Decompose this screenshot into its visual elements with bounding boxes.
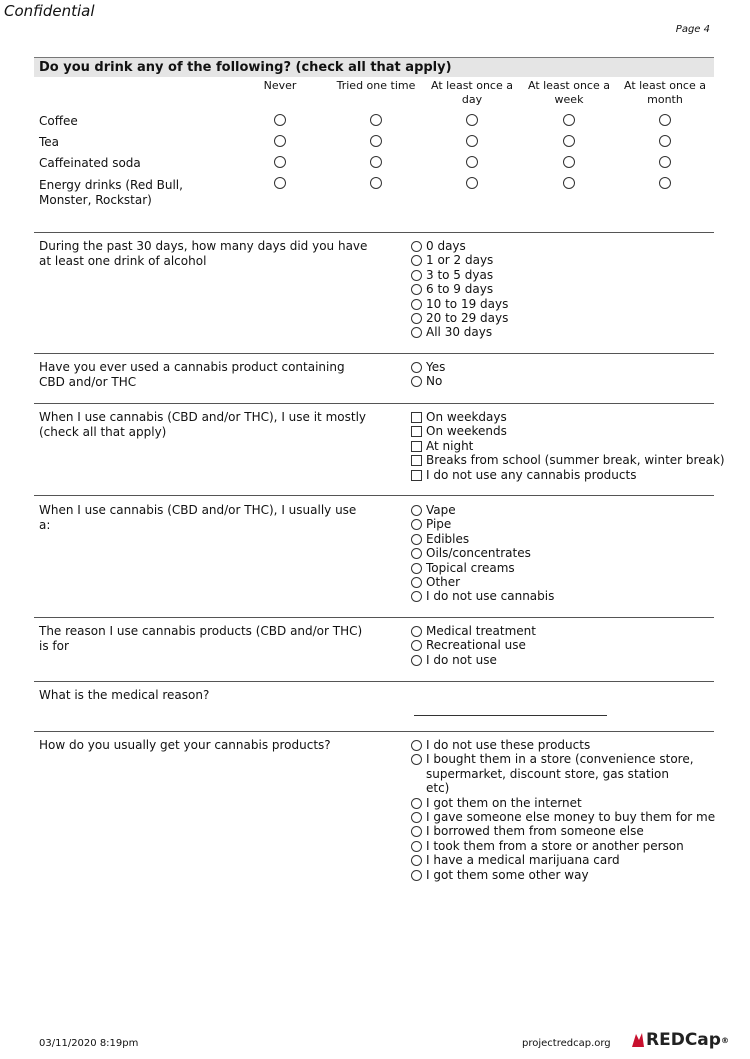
cannabis-source-option[interactable] (411, 853, 711, 867)
radio-button[interactable] (411, 362, 422, 373)
confidential-label: Confidential (4, 2, 95, 20)
col-header-monthly: At least once a month (623, 79, 706, 106)
option-label: On weekdays (426, 410, 507, 424)
question-cannabis-used: Have you ever used a cannabis product containing CBD and/or THC (39, 360, 345, 389)
option-label: Edibles (426, 531, 470, 546)
radio-button[interactable] (411, 798, 422, 809)
matrix-radio[interactable] (563, 114, 575, 126)
option-label: 6 to 9 days (426, 282, 494, 297)
divider (34, 681, 714, 682)
radio-button[interactable] (411, 270, 422, 281)
radio-button[interactable] (411, 255, 422, 266)
row-label-tea: Tea (39, 135, 60, 149)
option-label: Topical creams (426, 560, 515, 575)
matrix-radio[interactable] (274, 114, 286, 126)
cannabis-reason-option[interactable] (411, 624, 536, 638)
option-label: 1 or 2 days (426, 253, 494, 268)
matrix-radio[interactable] (370, 114, 382, 126)
option-label: Oils/concentrates (426, 546, 531, 561)
row-label-coffee: Coffee (39, 114, 78, 128)
radio-button[interactable] (411, 534, 422, 545)
option-label: No (426, 374, 443, 389)
option-label: Pipe (426, 517, 452, 532)
matrix-radio[interactable] (370, 177, 382, 189)
option-label: All 30 days (426, 325, 493, 340)
option-label: Vape (426, 503, 456, 517)
cannabis-form-option[interactable] (411, 532, 554, 546)
options-cannabis-when (411, 410, 725, 482)
option-label: Breaks from school (summer break, winter break) (426, 453, 725, 468)
options-alcohol (411, 239, 508, 340)
divider (34, 403, 714, 404)
cannabis-source-option[interactable] (411, 824, 711, 838)
radio-button[interactable] (411, 519, 422, 530)
cannabis-reason-option[interactable] (411, 638, 536, 652)
options-cannabis-used (411, 360, 445, 389)
cannabis-form-option[interactable] (411, 503, 554, 517)
divider (34, 353, 714, 354)
cannabis-source-option[interactable] (411, 738, 711, 752)
radio-button[interactable] (411, 299, 422, 310)
cannabis-used-option[interactable] (411, 374, 445, 388)
question-cannabis-reason: The reason I use cannabis products (CBD and/or THC) is for (39, 624, 363, 653)
matrix-radio[interactable] (659, 135, 671, 147)
option-label: I gave someone else money to buy them for me (426, 810, 716, 825)
option-label: 10 to 19 days (426, 296, 509, 311)
question-cannabis-source: How do you usually get your cannabis products? (39, 738, 331, 752)
cannabis-form-option[interactable] (411, 517, 554, 531)
options-cannabis-form (411, 503, 554, 604)
footer-url[interactable]: projectredcap.org (522, 1038, 611, 1049)
radio-button[interactable] (411, 548, 422, 559)
alcohol-option[interactable] (411, 282, 508, 296)
alcohol-option[interactable] (411, 311, 508, 325)
checkbox[interactable] (411, 470, 422, 481)
cannabis-reason-option[interactable] (411, 653, 536, 667)
matrix-radio[interactable] (563, 156, 575, 168)
option-label: Recreational use (426, 638, 526, 653)
cannabis-source-option[interactable] (411, 796, 711, 810)
radio-button[interactable] (411, 327, 422, 338)
cannabis-source-option[interactable] (411, 810, 716, 825)
radio-button[interactable] (411, 855, 422, 866)
option-label: Yes (426, 360, 446, 374)
matrix-radio[interactable] (563, 135, 575, 147)
radio-button[interactable] (411, 826, 422, 837)
option-label: At night (426, 438, 474, 453)
cannabis-when-option[interactable] (411, 453, 725, 467)
redcap-logo-mark: ® (720, 1035, 729, 1045)
option-label: I do not use any cannabis products (426, 467, 637, 482)
col-header-daily: At least once a day (430, 79, 513, 106)
checkbox[interactable] (411, 455, 422, 466)
checkbox[interactable] (411, 441, 422, 452)
divider (34, 731, 714, 732)
medical-reason-input[interactable] (414, 715, 607, 716)
radio-button[interactable] (411, 754, 422, 765)
question-cannabis-when: When I use cannabis (CBD and/or THC), I use it mostly (check all that apply) (39, 410, 366, 439)
radio-button[interactable] (411, 812, 422, 823)
checkbox[interactable] (411, 412, 422, 423)
option-label: I have a medical marijuana card (426, 853, 620, 868)
col-header-weekly: At least once a week (527, 79, 610, 106)
cannabis-used-option[interactable] (411, 360, 445, 374)
alcohol-option[interactable] (411, 297, 508, 311)
matrix-radio[interactable] (370, 156, 382, 168)
options-cannabis-source (411, 738, 716, 882)
question-alcohol: During the past 30 days, how many days did you have at least one drink of alcohol (39, 239, 368, 268)
cannabis-form-option[interactable] (411, 546, 554, 560)
radio-button[interactable] (411, 870, 422, 881)
cannabis-when-option[interactable] (411, 410, 725, 424)
option-label: I bought them in a store (convenience store, supermarket, discount store, gas station etc) (426, 752, 694, 796)
cannabis-when-option[interactable] (411, 439, 725, 453)
redcap-logo-text: REDCap (646, 1030, 721, 1050)
options-cannabis-reason (411, 624, 536, 667)
matrix-radio[interactable] (466, 114, 478, 126)
matrix-radio[interactable] (274, 177, 286, 189)
redcap-logo (630, 1030, 729, 1050)
page-number: Page 4 (675, 24, 710, 35)
alcohol-option[interactable] (411, 239, 508, 253)
option-label: 20 to 29 days (426, 311, 509, 326)
option-label: I got them on the internet (426, 795, 582, 810)
col-header-tried-once: Tried one time (336, 79, 416, 92)
option-label: I do not use these products (426, 738, 591, 752)
radio-button[interactable] (411, 284, 422, 295)
question-cannabis-form: When I use cannabis (CBD and/or THC), I usually use a: (39, 503, 357, 532)
cannabis-source-option[interactable] (411, 839, 711, 853)
matrix-radio[interactable] (466, 177, 478, 189)
option-label: I borrowed them from someone else (426, 824, 644, 839)
section-title: Do you drink any of the following? (check all that apply) (34, 57, 714, 77)
option-label: I do not use cannabis (426, 589, 555, 604)
matrix-radio[interactable] (563, 177, 575, 189)
checkbox[interactable] (411, 426, 422, 437)
footer-date: 03/11/2020 8:19pm (39, 1038, 139, 1049)
matrix-radio[interactable] (274, 156, 286, 168)
matrix-radio[interactable] (659, 177, 671, 189)
radio-button[interactable] (411, 655, 422, 666)
matrix-radio[interactable] (466, 135, 478, 147)
matrix-radio[interactable] (466, 156, 478, 168)
matrix-radio[interactable] (370, 135, 382, 147)
radio-button[interactable] (411, 241, 422, 252)
option-label: 0 days (426, 239, 466, 253)
option-label: 3 to 5 dyas (426, 267, 494, 282)
cannabis-when-option[interactable] (411, 468, 725, 482)
row-label-energy: Energy drinks (Red Bull, Monster, Rockstar) (39, 178, 183, 207)
matrix-radio[interactable] (659, 156, 671, 168)
alcohol-option[interactable] (411, 253, 508, 267)
cannabis-source-option[interactable] (411, 868, 711, 882)
radio-button[interactable] (411, 740, 422, 751)
option-label: I do not use (426, 652, 497, 667)
radio-button[interactable] (411, 577, 422, 588)
cannabis-source-option[interactable] (411, 752, 711, 795)
question-medical-reason: What is the medical reason? (39, 688, 210, 702)
radio-button[interactable] (411, 505, 422, 516)
radio-button[interactable] (411, 640, 422, 651)
radio-button[interactable] (411, 841, 422, 852)
cannabis-form-option[interactable] (411, 589, 554, 603)
cannabis-when-option[interactable] (411, 424, 725, 438)
alcohol-option[interactable] (411, 325, 508, 339)
matrix-radio[interactable] (274, 135, 286, 147)
radio-button[interactable] (411, 313, 422, 324)
cannabis-form-option[interactable] (411, 561, 554, 575)
alcohol-option[interactable] (411, 268, 508, 282)
redcap-logo-icon (630, 1031, 646, 1049)
radio-button[interactable] (411, 591, 422, 602)
divider (34, 495, 714, 496)
radio-button[interactable] (411, 376, 422, 387)
divider (34, 232, 714, 233)
option-label: I got them some other way (426, 867, 589, 882)
option-label: On weekends (426, 424, 507, 439)
col-header-never: Never (263, 79, 297, 92)
option-label: Other (426, 575, 461, 590)
row-label-soda: Caffeinated soda (39, 156, 141, 170)
option-label: Medical treatment (426, 624, 536, 638)
radio-button[interactable] (411, 626, 422, 637)
option-label: I took them from a store or another person (426, 838, 684, 853)
matrix-radio[interactable] (659, 114, 671, 126)
divider (34, 617, 714, 618)
cannabis-form-option[interactable] (411, 575, 554, 589)
radio-button[interactable] (411, 563, 422, 574)
